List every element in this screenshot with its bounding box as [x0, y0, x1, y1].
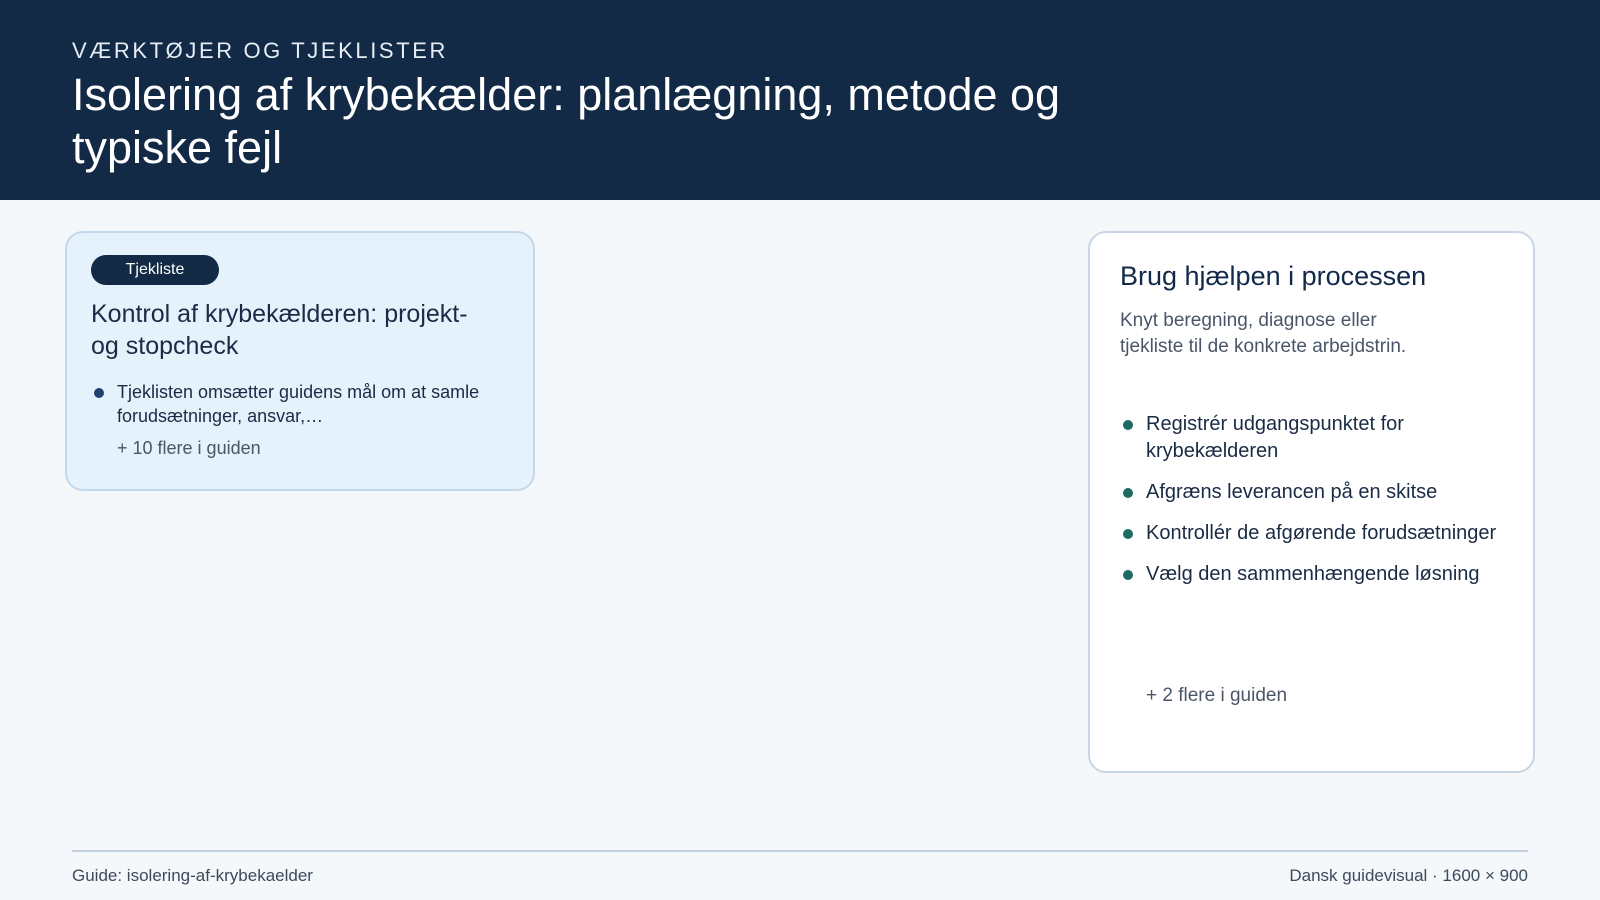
checklist-card-title: Kontrol af krybekælderen: projekt- og stopcheck [91, 300, 468, 360]
list-item-text: Vælg den sammenhængende løsning [1146, 563, 1480, 585]
footer-visual-info: Dansk guidevisual · 1600 × 900 [1289, 866, 1528, 885]
list-item [1120, 411, 1500, 465]
header-banner [0, 0, 1600, 200]
checklist-more-link[interactable]: + 10 flere i guiden [117, 438, 261, 458]
list-item-text: Kontrollér de afgørende forudsætninger [1146, 522, 1497, 544]
list-item [1120, 561, 1500, 588]
list-item-text: Registrér udgangspunktet for krybekælderen [1146, 413, 1404, 462]
help-card-title: Brug hjælpen i processen [1120, 261, 1427, 291]
page-title: Isolering af krybekælder: planlægning, metode og typiske fejl [72, 69, 1061, 173]
bullet-icon [1123, 488, 1133, 498]
list-item [1120, 520, 1500, 547]
list-item-text: Afgræns leverancen på en skitse [1146, 481, 1438, 503]
list-item [91, 380, 511, 428]
bullet-icon [1123, 570, 1133, 580]
help-more-link[interactable]: + 2 flere i guiden [1146, 685, 1288, 706]
eyebrow-label: VÆRKTØJER OG TJEKLISTER [72, 38, 449, 63]
bullet-icon [94, 388, 104, 398]
help-steps [1120, 411, 1500, 602]
help-card-description: Knyt beregning, diagnose eller tjekliste til de konkrete arbejdstrin. [1120, 310, 1407, 357]
bullet-icon [1123, 420, 1133, 430]
footer-divider [72, 850, 1528, 852]
help-card [1088, 231, 1535, 773]
list-item-text: Tjeklisten omsætter guidens mål om at samle forudsætninger, ansvar,… [117, 382, 480, 426]
bullet-icon [1123, 529, 1133, 539]
footer-guide-slug: Guide: isolering-af-krybekaelder [72, 866, 313, 885]
checklist-card[interactable] [65, 231, 535, 491]
checklist-items [91, 380, 511, 428]
list-item [1120, 479, 1500, 506]
checklist-badge: Tjekliste [91, 255, 219, 285]
